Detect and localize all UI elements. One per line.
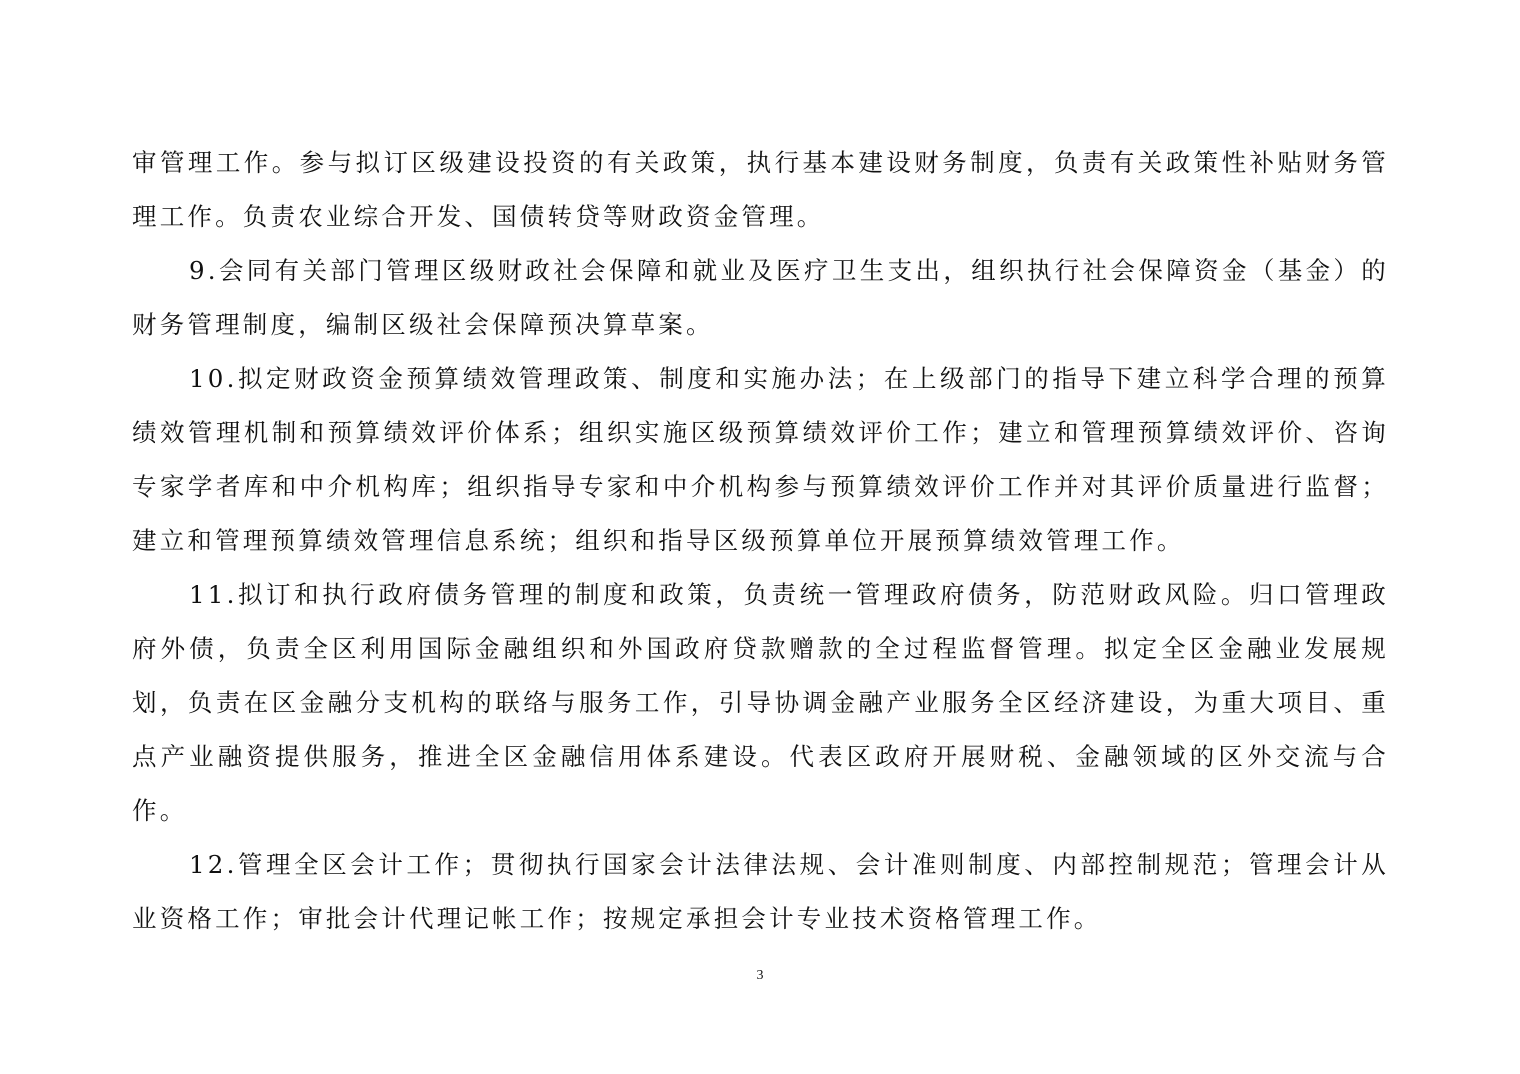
document-body [132,136,1389,946]
paragraph-item-10: 10.拟定财政资金预算绩效管理政策、制度和实施办法；在上级部门的指导下建立科学合理的预算绩效管理机制和预算绩效评价体系；组织实施区级预算绩效评价工作；建立和管理预算绩效评价、咨询专家学者库和中介机构库；组织指导专家和中介机构参与预算绩效评价工作并对其评价质量进行监督；建立和管理预算绩效管理信息系统；组织和指导区级预算单位开展预算绩效管理工作。 [132,364,1389,555]
paragraph-continuation: 审管理工作。参与拟订区级建设投资的有关政策，执行基本建设财务制度，负责有关政策性补贴财务管理工作。负责农业综合开发、国债转贷等财政资金管理。 [132,148,1389,231]
paragraph-item-12: 12.管理全区会计工作；贯彻执行国家会计法律法规、会计准则制度、内部控制规范；管理会计从业资格工作；审批会计代理记帐工作；按规定承担会计专业技术资格管理工作。 [132,850,1389,933]
paragraph-item-9: 9.会同有关部门管理区级财政社会保障和就业及医疗卫生支出，组织执行社会保障资金（基金）的财务管理制度，编制区级社会保障预决算草案。 [132,256,1389,339]
page-number: 3 [756,968,764,983]
paragraph-item-11: 11.拟订和执行政府债务管理的制度和政策，负责统一管理政府债务，防范财政风险。归口管理政府外债，负责全区利用国际金融组织和外国政府贷款赠款的全过程监督管理。拟定全区金融业发展规划，负责在区金融分支机构的联络与服务工作，引导协调金融产业服务全区经济建设，为重大项目、重点产业融资提供服务，推进全区金融信用体系建设。代表区政府开展财税、金融领域的区外交流与合作。 [132,580,1389,825]
